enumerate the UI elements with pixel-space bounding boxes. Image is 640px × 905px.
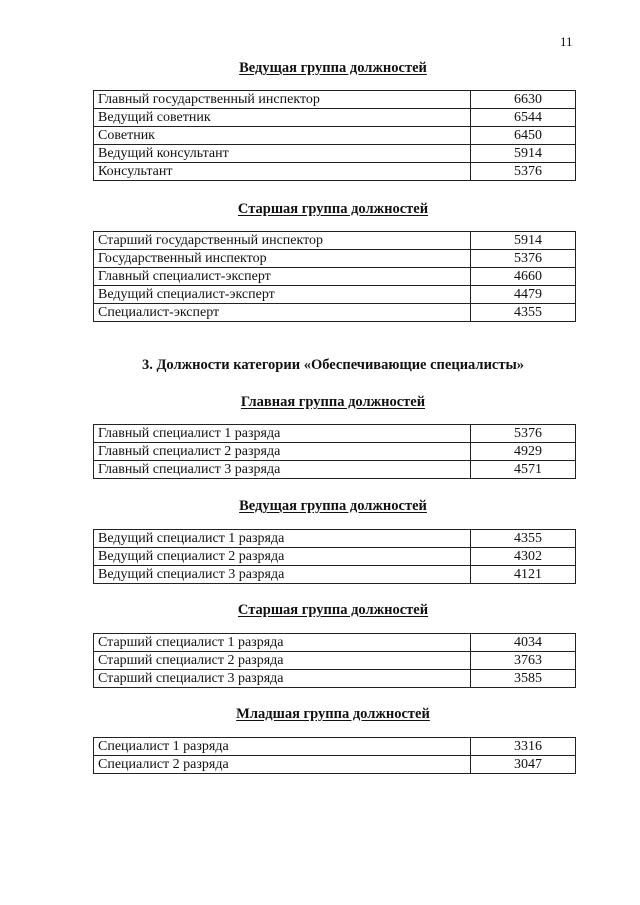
position-name: Главный специалист-эксперт — [94, 268, 471, 286]
position-salary: 3047 — [471, 756, 576, 774]
position-salary: 3316 — [471, 738, 576, 756]
table-row — [94, 652, 576, 670]
position-salary: 4121 — [471, 566, 576, 584]
position-salary: 4479 — [471, 286, 576, 304]
position-salary: 6544 — [471, 109, 576, 127]
table-row — [94, 127, 576, 145]
position-name: Старший специалист 2 разряда — [94, 652, 471, 670]
group-heading-senior: Старшая группа должностей — [237, 201, 429, 217]
position-salary: 6450 — [471, 127, 576, 145]
position-name: Главный специалист 3 разряда — [94, 461, 471, 479]
position-name: Консультант — [94, 163, 471, 181]
positions-table-junior — [93, 737, 576, 774]
position-name: Старший государственный инспектор — [94, 232, 471, 250]
position-name: Ведущий специалист 3 разряда — [94, 566, 471, 584]
group-heading-main: Главная группа должностей — [240, 394, 426, 410]
table-row — [94, 566, 576, 584]
position-salary: 5376 — [471, 425, 576, 443]
group-heading-leading: Ведущая группа должностей — [239, 60, 427, 76]
table-row — [94, 530, 576, 548]
position-name: Главный государственный инспектор — [94, 91, 471, 109]
position-salary: 5376 — [471, 250, 576, 268]
table-row — [94, 756, 576, 774]
group-heading-leading-2: Ведущая группа должностей — [239, 498, 427, 514]
table-row — [94, 250, 576, 268]
positions-table-senior-2 — [93, 633, 576, 688]
position-salary: 4355 — [471, 304, 576, 322]
table-row — [94, 109, 576, 127]
table-row — [94, 268, 576, 286]
category-heading: 3. Должности категории «Обеспечивающие специалисты» — [141, 357, 525, 373]
position-salary: 5914 — [471, 145, 576, 163]
position-salary: 6630 — [471, 91, 576, 109]
position-name: Старший специалист 3 разряда — [94, 670, 471, 688]
positions-table-main — [93, 424, 576, 479]
table-row — [94, 145, 576, 163]
position-name: Советник — [94, 127, 471, 145]
positions-table-leading-2 — [93, 529, 576, 584]
table-row — [94, 670, 576, 688]
position-salary: 3585 — [471, 670, 576, 688]
table-row — [94, 91, 576, 109]
position-salary: 3763 — [471, 652, 576, 670]
position-salary: 4660 — [471, 268, 576, 286]
table-row — [94, 304, 576, 322]
position-name: Главный специалист 1 разряда — [94, 425, 471, 443]
positions-table-leading — [93, 90, 576, 181]
position-salary: 4302 — [471, 548, 576, 566]
position-name: Специалист 2 разряда — [94, 756, 471, 774]
position-name: Ведущий советник — [94, 109, 471, 127]
position-salary: 4929 — [471, 443, 576, 461]
position-salary: 5376 — [471, 163, 576, 181]
position-name: Ведущий специалист 1 разряда — [94, 530, 471, 548]
table-row — [94, 461, 576, 479]
position-salary: 5914 — [471, 232, 576, 250]
positions-table-senior — [93, 231, 576, 322]
position-name: Ведущий консультант — [94, 145, 471, 163]
position-name: Специалист 1 разряда — [94, 738, 471, 756]
position-name: Старший специалист 1 разряда — [94, 634, 471, 652]
position-name: Ведущий специалист-эксперт — [94, 286, 471, 304]
table-row — [94, 425, 576, 443]
position-name: Государственный инспектор — [94, 250, 471, 268]
page-number: 11 — [560, 34, 573, 49]
position-name: Главный специалист 2 разряда — [94, 443, 471, 461]
table-row — [94, 548, 576, 566]
table-row — [94, 232, 576, 250]
table-row — [94, 163, 576, 181]
group-heading-senior-2: Старшая группа должностей — [237, 602, 429, 618]
position-name: Специалист-эксперт — [94, 304, 471, 322]
position-salary: 4034 — [471, 634, 576, 652]
group-heading-junior: Младшая группа должностей — [236, 706, 430, 722]
position-salary: 4355 — [471, 530, 576, 548]
table-row — [94, 634, 576, 652]
table-row — [94, 443, 576, 461]
position-name: Ведущий специалист 2 разряда — [94, 548, 471, 566]
table-row — [94, 738, 576, 756]
position-salary: 4571 — [471, 461, 576, 479]
table-row — [94, 286, 576, 304]
